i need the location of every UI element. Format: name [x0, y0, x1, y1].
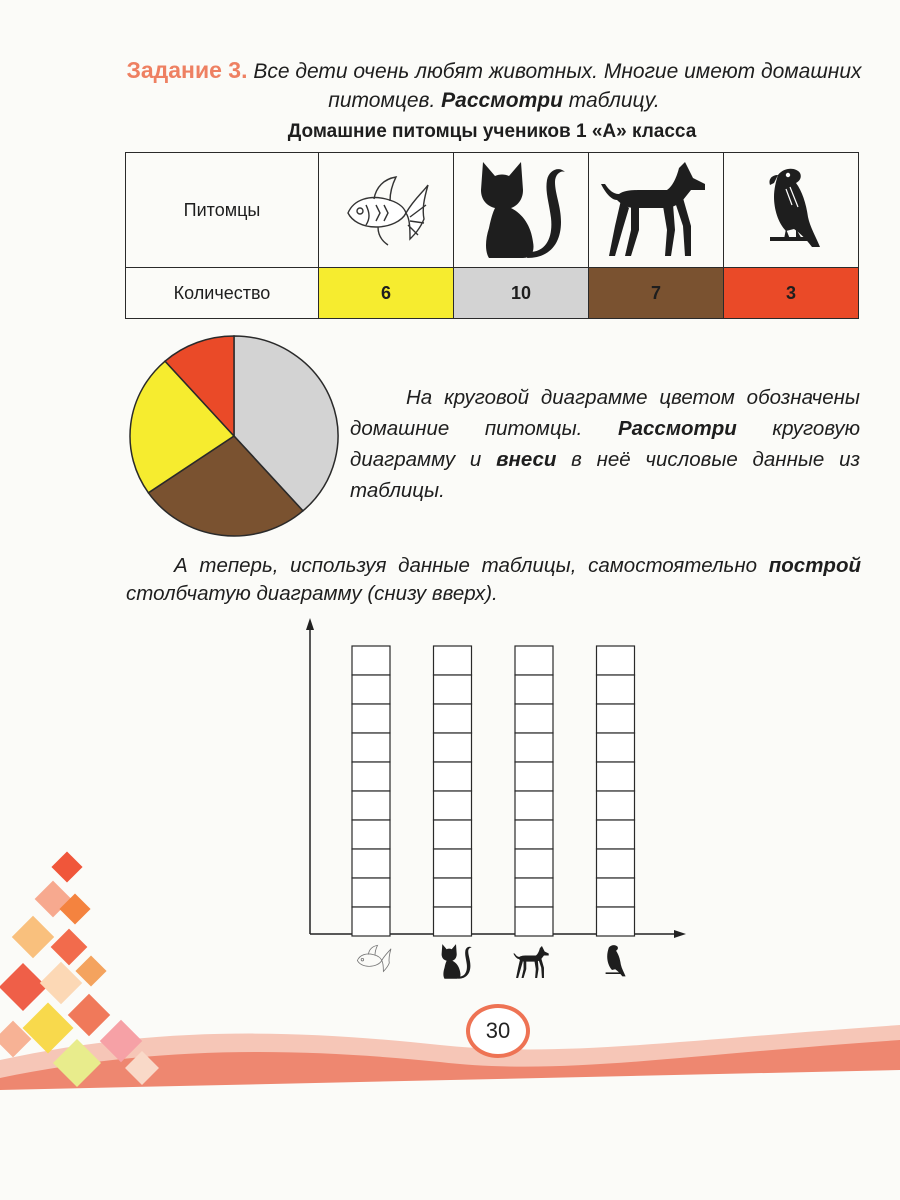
grid-cell[interactable] [352, 704, 390, 733]
grid-cell[interactable] [352, 733, 390, 762]
task-text-end: таблицу. [568, 89, 660, 112]
count-value: 7 [650, 282, 661, 303]
table-row [126, 268, 859, 319]
pet-cell [454, 153, 589, 268]
goldfish-icon [340, 169, 432, 247]
footer-decoration [0, 850, 900, 1200]
bar-text-2: столбчатую диаграмму (снизу вверх). [126, 582, 498, 605]
count-cell-fish [319, 268, 454, 319]
grid-cell[interactable] [352, 762, 390, 791]
pie-bold-1: Рассмотри [617, 417, 737, 440]
count-cell-parrot [724, 268, 859, 319]
pets-table [125, 152, 859, 319]
grid-cell[interactable] [597, 646, 635, 675]
bar-bold-1: построй [768, 554, 861, 577]
grid-cell[interactable] [434, 791, 472, 820]
count-value: 6 [380, 282, 391, 303]
parrot-icon [756, 161, 826, 255]
y-axis-arrow [306, 618, 314, 630]
count-cell-cat [454, 268, 589, 319]
cat-icon [471, 156, 571, 260]
table-title: Домашние питомцы учеников 1 «А» класса [287, 121, 697, 142]
dog-icon [597, 156, 715, 260]
grid-cell[interactable] [352, 675, 390, 704]
grid-cell[interactable] [434, 733, 472, 762]
grid-cell[interactable] [515, 791, 553, 820]
bar-text-1: А теперь, используя данные таблицы, самостоятельно [174, 554, 758, 577]
grid-cell[interactable] [515, 733, 553, 762]
pet-cell [724, 153, 859, 268]
task-intro [124, 56, 864, 115]
grid-cell[interactable] [434, 762, 472, 791]
task-label: Задание 3. [126, 57, 248, 83]
grid-cell[interactable] [597, 675, 635, 704]
count-cell-dog [589, 268, 724, 319]
task-text: Все дети очень любят животных. Многие имеют домашних питомцев. [253, 60, 862, 112]
pie-chart [128, 334, 344, 540]
task-bold-word: Рассмотри [441, 89, 563, 112]
grid-cell[interactable] [434, 646, 472, 675]
grid-cell[interactable] [434, 820, 472, 849]
grid-cell[interactable] [515, 762, 553, 791]
grid-cell[interactable] [597, 733, 635, 762]
grid-cell[interactable] [434, 675, 472, 704]
grid-cell[interactable] [515, 820, 553, 849]
pet-cell [589, 153, 724, 268]
grid-cell[interactable] [434, 704, 472, 733]
grid-cell[interactable] [515, 646, 553, 675]
count-value: 3 [785, 282, 796, 303]
grid-cell[interactable] [352, 646, 390, 675]
grid-cell[interactable] [597, 762, 635, 791]
grid-cell[interactable] [597, 704, 635, 733]
grid-cell[interactable] [352, 791, 390, 820]
pie-text-3: в неё числовые данные из таблицы. [350, 448, 861, 502]
grid-cell[interactable] [352, 820, 390, 849]
count-value: 10 [510, 282, 532, 303]
pie-text-1: На круговой диаграмме цветом обозначены домашние питомцы. [350, 386, 860, 440]
table-row [126, 153, 859, 268]
grid-cell[interactable] [515, 704, 553, 733]
bar-instructions [126, 552, 861, 608]
pie-text-2: круговую диаграмму и [350, 417, 861, 471]
pie-bold-2: внеси [496, 448, 557, 471]
grid-cell[interactable] [597, 791, 635, 820]
page-number: 30 [466, 1004, 530, 1058]
row-label-count: Количество [126, 268, 319, 319]
row-label-pets: Питомцы [126, 153, 319, 268]
pie-instructions [350, 382, 860, 506]
grid-cell[interactable] [597, 820, 635, 849]
pet-cell [319, 153, 454, 268]
grid-cell[interactable] [515, 675, 553, 704]
